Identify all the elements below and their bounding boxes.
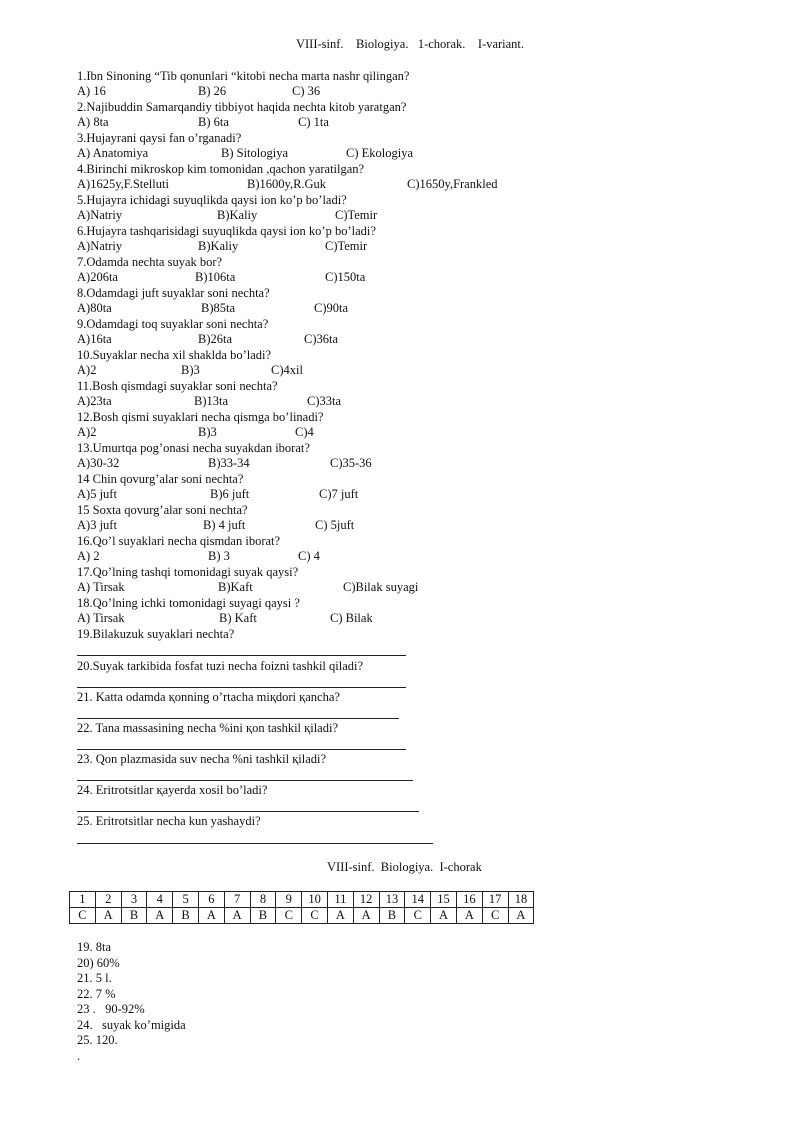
option-b: B) Kaft (219, 611, 257, 625)
option-a: A) 2 (77, 549, 100, 563)
option-c: C)1650y,Frankled (407, 177, 498, 191)
answer-options (77, 580, 777, 595)
open-answer: 20) 60% (77, 955, 120, 970)
question-number-cell: 9 (276, 892, 302, 908)
question-text: 16.Qo’l suyaklari necha qismdan iborat? (77, 534, 281, 548)
answer-options (77, 332, 777, 347)
open-question: 19.Bilakuzuk suyaklari nechta? (77, 627, 235, 641)
open-answer: 24. suyak ko’migida (77, 1017, 186, 1032)
open-answer: 25. 120. (77, 1033, 118, 1047)
answer-line (77, 718, 399, 719)
answer-cell: C (70, 908, 96, 924)
open-answer: . (77, 1048, 81, 1063)
answer-cell: B (379, 908, 405, 924)
option-a: A)2 (77, 425, 97, 439)
answer-options (77, 611, 777, 626)
answer-options (77, 208, 777, 223)
answer-options (77, 84, 777, 99)
open-answer: 22. 7 % (77, 986, 116, 1001)
option-a: A) Tirsak (77, 580, 125, 594)
option-b: B) 6ta (198, 115, 229, 129)
answer-cell: A (198, 908, 224, 924)
question-number-cell: 15 (431, 892, 457, 908)
option-a: A)Natriy (77, 208, 123, 222)
option-c: C)90ta (314, 301, 349, 315)
question-number-cell: 17 (482, 892, 508, 908)
answer-options (77, 177, 777, 192)
question-text: 7.Odamda nechta suyak bor? (77, 255, 223, 269)
question-text: 12.Bosh qismi suyaklari necha qismga bo’linadi? (77, 410, 324, 424)
option-c: C)Temir (325, 239, 368, 253)
answer-cell: A (431, 908, 457, 924)
open-question: 24. Eritrotsitlar қayerda xosil bo’ladi? (77, 783, 268, 797)
table-row-numbers (70, 892, 534, 908)
answer-key-title: VIII-sinf. Biologiya. I-chorak (327, 860, 482, 874)
open-answer: 23 . 90-92% (77, 1002, 145, 1016)
option-c: C)4 (295, 425, 314, 439)
question-text: 5.Hujayra ichidagi suyuqlikda qaysi ion ko’p bo’ladi? (77, 193, 347, 207)
answer-line (77, 843, 433, 844)
option-b: B)1600y,R.Guk (247, 177, 327, 191)
answer-options (77, 270, 777, 285)
option-c: C) 4 (298, 549, 320, 563)
answer-options (77, 363, 777, 378)
answer-cell: A (95, 908, 121, 924)
option-c: C) 1ta (298, 115, 329, 129)
option-a: A)23ta (77, 394, 112, 408)
option-c: C)7 juft (319, 487, 359, 501)
option-c: C) Ekologiya (346, 146, 414, 160)
option-c: C)Bilak suyagi (343, 580, 419, 594)
question-number-cell: 4 (147, 892, 173, 908)
open-question: 23. Qon plazmasida suv necha %ni tashkil қiladi? (77, 752, 327, 766)
option-a: A) 8ta (77, 115, 109, 129)
question-text: 2.Najibuddin Samarqandiy tibbiyot haqida nechta kitob yaratgan? (77, 100, 407, 114)
answer-options (77, 425, 777, 440)
answer-cell: C (302, 908, 328, 924)
answer-line (77, 749, 406, 750)
option-c: C)33ta (307, 394, 342, 408)
question-number-cell: 16 (456, 892, 482, 908)
option-b: B)33-34 (208, 456, 250, 470)
answer-key-table (69, 891, 534, 924)
open-answer: 21. 5 l. (77, 971, 112, 985)
option-a: A) Anatomiya (77, 146, 149, 160)
question-text: 3.Hujayrani qaysi fan o’rganadi? (77, 131, 242, 145)
answer-cell: A (224, 908, 250, 924)
option-a: A)16ta (77, 332, 112, 346)
page-header: VIII-sinf. Biologiya. 1-chorak. I-variant. (295, 37, 525, 51)
question-text: 18.Qo’lning ichki tomonidagi suyagi qaysi ? (77, 596, 300, 610)
answer-options (77, 518, 777, 533)
option-b: B) Sitologiya (221, 146, 289, 160)
question-number-cell: 18 (508, 892, 534, 908)
question-number-cell: 3 (121, 892, 147, 908)
answer-cell: A (353, 908, 379, 924)
answer-cell: B (250, 908, 276, 924)
option-b: B)3 (181, 363, 200, 377)
option-b: B) 3 (208, 549, 230, 563)
answer-cell: A (456, 908, 482, 924)
open-answer: 19. 8ta (77, 940, 112, 954)
question-number-cell: 10 (302, 892, 328, 908)
question-text: 17.Qo’lning tashqi tomonidagi suyak qaysi? (77, 565, 299, 579)
table-row-answers (70, 908, 534, 924)
answer-options (77, 456, 777, 471)
question-text: 11.Bosh qismdagi suyaklar soni nechta? (77, 379, 278, 393)
question-text: 1.Ibn Sinoning “Tib qonunlari “kitobi necha marta nashr qilingan? (77, 69, 410, 83)
option-a: A) Tirsak (77, 611, 125, 625)
option-b: B)3 (198, 425, 217, 439)
answer-cell: A (147, 908, 173, 924)
option-b: B)Kaliy (198, 239, 239, 253)
answer-cell: A (508, 908, 534, 924)
option-b: B)106ta (195, 270, 236, 284)
question-text: 14 Chin qovurg’alar soni nechta? (77, 472, 244, 486)
option-b: B)Kaft (218, 580, 253, 594)
answer-cell: A (327, 908, 353, 924)
option-b: B) 26 (198, 84, 227, 98)
option-b: B) 4 juft (203, 518, 246, 532)
answer-options (77, 115, 777, 130)
option-a: A)5 juft (77, 487, 117, 501)
answer-options (77, 549, 777, 564)
option-b: B)85ta (201, 301, 236, 315)
option-a: A)206ta (77, 270, 118, 284)
option-a: A)2 (77, 363, 97, 377)
option-c: C) 36 (292, 84, 321, 98)
answer-cell: C (405, 908, 431, 924)
option-c: C)Temir (335, 208, 378, 222)
question-text: 10.Suyaklar necha xil shaklda bo’ladi? (77, 348, 272, 362)
open-question: 21. Katta odamda қonning o’rtacha miқdori қancha? (77, 690, 340, 704)
question-number-cell: 2 (95, 892, 121, 908)
option-b: B)26ta (198, 332, 233, 346)
answer-line (77, 811, 419, 812)
option-a: A)80ta (77, 301, 112, 315)
option-b: B)13ta (194, 394, 229, 408)
option-b: B)Kaliy (217, 208, 258, 222)
question-number-cell: 7 (224, 892, 250, 908)
answer-line (77, 780, 413, 781)
question-number-cell: 8 (250, 892, 276, 908)
answer-options (77, 301, 777, 316)
question-number-cell: 5 (173, 892, 199, 908)
question-text: 4.Birinchi mikroskop kim tomonidan ,qachon yaratilgan? (77, 162, 365, 176)
question-text: 9.Odamdagi toq suyaklar soni nechta? (77, 317, 269, 331)
question-number-cell: 13 (379, 892, 405, 908)
open-question: 22. Tana massasining necha %ini қon tashkil қiladi? (77, 721, 338, 735)
answer-cell: B (121, 908, 147, 924)
answer-options (77, 394, 777, 409)
option-c: C) Bilak (330, 611, 373, 625)
answer-line (77, 655, 406, 656)
question-number-cell: 6 (198, 892, 224, 908)
option-c: C)150ta (325, 270, 366, 284)
option-a: A)1625y,F.Stelluti (77, 177, 169, 191)
question-number-cell: 12 (353, 892, 379, 908)
option-a: A)Natriy (77, 239, 123, 253)
option-c: C) 5juft (315, 518, 355, 532)
answer-options (77, 239, 777, 254)
question-number-cell: 1 (70, 892, 96, 908)
question-text: 8.Odamdagi juft suyaklar soni nechta? (77, 286, 270, 300)
answer-cell: C (482, 908, 508, 924)
open-question: 25. Eritrotsitlar necha kun yashaydi? (77, 814, 261, 828)
option-c: C)4xil (271, 363, 303, 377)
question-text: 6.Hujayra tashqarisidagi suyuqlikda qaysi ion ko’p bo’ladi? (77, 224, 376, 238)
option-a: A)3 juft (77, 518, 117, 532)
answer-cell: C (276, 908, 302, 924)
option-c: C)35-36 (330, 456, 372, 470)
option-c: C)36ta (304, 332, 339, 346)
answer-cell: B (173, 908, 199, 924)
answer-line (77, 687, 406, 688)
question-text: 13.Umurtqa pog’onasi necha suyakdan iborat? (77, 441, 310, 455)
question-number-cell: 14 (405, 892, 431, 908)
option-a: A)30-32 (77, 456, 120, 470)
question-text: 15 Soxta qovurg’alar soni nechta? (77, 503, 248, 517)
option-b: B)6 juft (210, 487, 250, 501)
answer-options (77, 146, 777, 161)
answer-options (77, 487, 777, 502)
open-question: 20.Suyak tarkibida fosfat tuzi necha foizni tashkil qiladi? (77, 659, 364, 673)
option-a: A) 16 (77, 84, 106, 98)
question-number-cell: 11 (327, 892, 353, 908)
